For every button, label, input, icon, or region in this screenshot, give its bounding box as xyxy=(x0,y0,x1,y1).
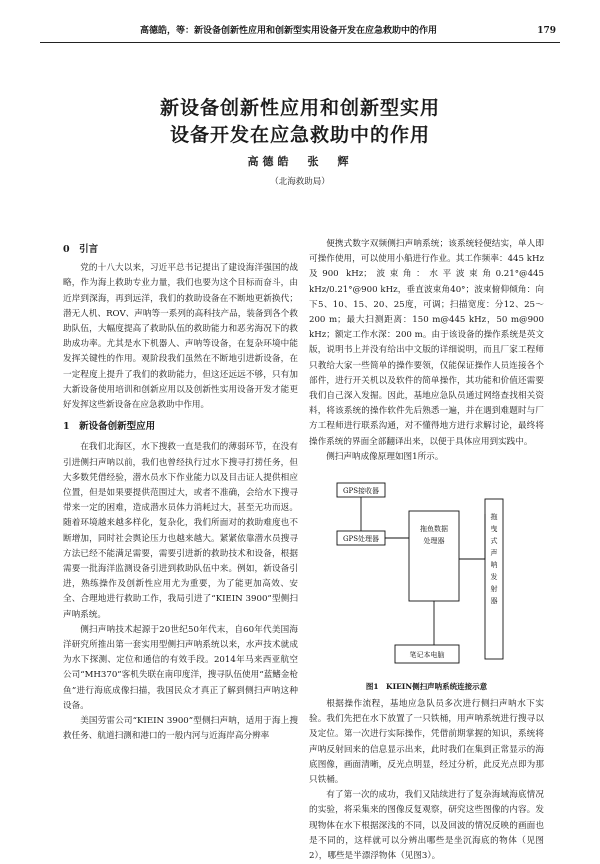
gps-receiver-label: GPS接收器 xyxy=(342,487,380,496)
svg-text:射: 射 xyxy=(490,585,498,594)
paragraph: 美国劳雷公司“KIEIN 3900”型侧扫声呐，适用于海上搜救任务、航道扫测和港口的一般内河与近海岸高分辨率 xyxy=(63,716,298,742)
right-column xyxy=(309,237,544,864)
affiliation: （北海救助局） xyxy=(270,177,330,187)
running-title: 高德皓，等：新设备创新性应用和创新型实用设备开发在应急救助中的作用 xyxy=(140,26,438,36)
paragraph: 有了第一次的成功，我们又陆续进行了复杂海域海底情况的实验，将采集来的图像反复观察，研究这些图像的内容。发现物体在水下根据深浅的不同，以及回波的情况反映的画面也是不同的，这样就可以分辨出哪些是坐沉海底的物体（见图2），哪些是半漂浮物体（见图3）。 xyxy=(309,790,544,862)
towfish-char: 拖 xyxy=(490,513,498,522)
svg-text:曳: 曳 xyxy=(490,525,498,534)
svg-text:呐: 呐 xyxy=(490,561,498,570)
paragraph: 侧扫声呐技术起源于20世纪50年代末，自60年代美国海洋研究所推出第一套实用型侧扫声呐系统以来，水声技术就成为水下探测、定位和通信的有效手段。2014年马来西亚航空公司“MH370”客机失联在南印度洋，搜寻队伍使用“蓝鳍金枪鱼”进行海底成像扫描，我国民众才真正了解到侧扫声呐这种设备。 xyxy=(63,624,298,711)
section-heading-introduction: 0 引言 xyxy=(63,244,99,255)
connection-diagram xyxy=(309,469,544,674)
running-header xyxy=(40,22,560,43)
authors: 高德皓 张 辉 xyxy=(247,155,353,168)
svg-text:式: 式 xyxy=(490,537,498,546)
page-number: 179 xyxy=(537,26,556,36)
figure-caption: 图1 KIEIN侧扫声呐系统连接示意 xyxy=(365,682,488,692)
paragraph: 党的十八大以来，习近平总书记提出了建设海洋强国的战略，作为海上救助专业力量，我们也要为这个目标而奋斗，由近岸到深海，再到远洋，我们的救助设备在不断地更新换代；潜无人机、ROV、声呐等一系列的高科技产品，装备到各个救助队伍，大幅度提高了救助队伍的救助能力和恶劣海况下的救助成功率。尤其是水下机器人、声呐等设备，在复杂环境中能发挥关键性的作用。观阶段我们虽然在不断地引进新设备，在一定程度上提升了我们的救助能力，但这还远远不够，只有加大新设备使用培训和创新应用以及创新性实用设备开发才能更好发挥这些新设备在应急救助中作用。 xyxy=(63,263,298,411)
paper-title-line1: 新设备创新性应用和创新型实用 xyxy=(159,97,440,119)
left-column xyxy=(63,242,298,745)
section-heading-new-equipment: 1 新设备创新型应用 xyxy=(63,421,156,433)
svg-text:发: 发 xyxy=(490,573,498,582)
paper-title-line2: 设备开发在应急救助中的作用 xyxy=(169,124,430,146)
paragraph: 侧扫声呐成像原理如图1所示。 xyxy=(326,451,444,462)
paragraph: 根据操作流程，基地应急队员多次进行侧扫声呐水下实验。我们先把在水下放置了一只铁桶，用声呐系统进行搜寻以及定位。第一次进行实际操作，凭借前期掌握的知识，系统将声呐反射回来的信息显示出来，此时我们在集到正常显示的海底图像，画面清晰，反光点明显，经过分析，此反光点即为那只铁桶。 xyxy=(309,699,544,786)
sonar-processor-label-a: 拖鱼数据 xyxy=(420,525,448,534)
figure-1 xyxy=(309,469,544,697)
sonar-processor-label-b: 处理器 xyxy=(423,537,445,546)
paragraph: 在我们北海区，水下搜救一直是我们的薄弱环节，在没有引进侧扫声呐以前，我们也曾经执行过水下搜寻打捞任务，但大多数凭借经验，潜水员水下作业能力以及目击证人提供相应位置，但是如果要提供范围过大，或者不准确，会给水下搜寻带来一定的困难，造成潜水员体力消耗过大，甚至无功而返。随着环境越来越多样化，复杂化，我们所面对的救助难度也不断增加，同时社会舆论压力也越来越大。紧紧依靠潜水员搜寻方法已经不能满足需要，需要引进新的救助技术和设备，根据需要一批海洋监测设备引进到救助队伍中来。例如，新设备引进，熟练操作及创新性应用尤为重要，为了能更加高效、安全、合理地进行救助工作，我局引进了“KIEIN 3900”型侧扫声呐系统。 xyxy=(63,442,298,620)
laptop-label: 笔记本电脑 xyxy=(409,651,445,660)
svg-text:声: 声 xyxy=(490,549,498,558)
gps-processor-label: GPS处理器 xyxy=(342,535,380,544)
svg-text:器: 器 xyxy=(490,597,498,606)
paragraph: 便携式数字双频侧扫声呐系统；该系统轻便结实，单人即可操作使用，可以使用小船进行作业。其工作频率：445 kHz及900 kHz；波束角：水平波束角0.21°@445 kHz/0.21°@900 kHz，垂直波束角40°；波束俯仰倾角：向下5、10、15、20、25度，可调；扫描宽度：分12、25～200 m；最大扫测距离：150 m@445 kHz，50 m@900 kHz；额定工作水深：200 m。由于该设备的操作系统是英文版，说明书上并没有给出中文版的详细说明，而且厂家工程师只教给大家一些简单的操作要领，仅能保证操作人员连接各个部件，进行开关机以及软件的简单操作，其功能和价值还需要我们自己深入发掘。因此，基地应急队员通过网络查找相关资料，将该系统的操作软件先后熟悉一遍，并在遇到难题时与厂方工程师进行联系沟通，对不懂得地方进行求解讨论，最终将操作系统的界面全部翻译出来，以便于具体应用到实践中。 xyxy=(309,239,544,447)
